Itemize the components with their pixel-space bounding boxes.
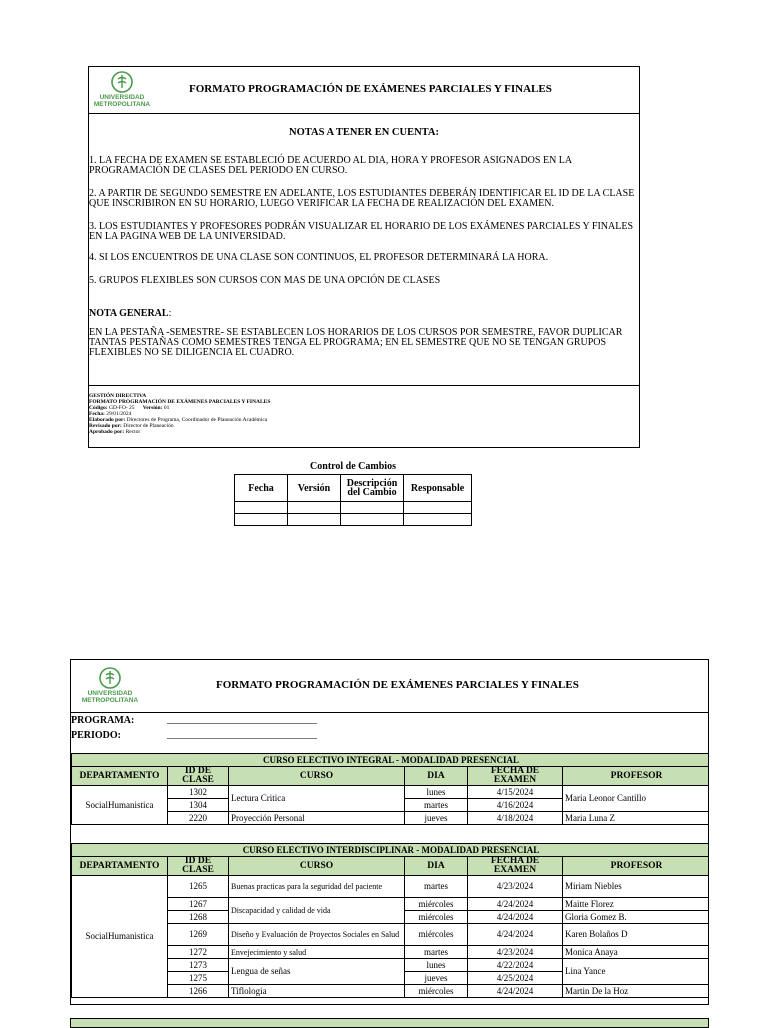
professor-cell: Maria Leonor Cantillo	[563, 786, 710, 812]
professor-cell: Gloria Gomez B.	[563, 911, 710, 924]
col-fecha-examen: FECHA DE EXAMEN	[468, 767, 563, 786]
id-cell: 1269	[168, 924, 229, 946]
cc-cell	[404, 514, 472, 526]
logo-emblem-icon	[110, 70, 134, 94]
department-cell: SocialHumanistica	[72, 786, 168, 825]
course-cell: Buenas practicas para la seguridad del paciente	[229, 876, 405, 898]
version-label: Versión:	[142, 405, 163, 411]
col-dia: DIA	[405, 857, 468, 876]
note-4-wrap	[89, 253, 639, 263]
professor-cell: Lina Yance	[563, 959, 710, 985]
day-cell: jueves	[405, 812, 468, 825]
table-row	[72, 876, 710, 898]
id-cell: 1266	[168, 985, 229, 998]
aprobado-value: Rector	[125, 429, 141, 435]
note-1: 1. LA FECHA DE EXAMEN SE ESTABLECIÓ DE ACUERDO AL DIA, HORA Y PROFESOR ASIGNADOS EN LA PROGRAMACIÓN DE CLASES DEL PERIODO EN CURSO.	[89, 155, 572, 176]
periodo-label: PERIODO:	[71, 730, 121, 741]
general-note-text-wrap	[89, 328, 639, 358]
professor-cell: Miriam Niebles	[563, 876, 710, 898]
course-cell: Lengua de señas	[229, 959, 405, 985]
footer-line-1: GESTIÓN DIRECTIVA	[89, 393, 147, 399]
cc-cell	[235, 502, 288, 514]
col-fecha-examen: FECHA DE EXAMEN	[468, 857, 563, 876]
id-cell: 2220	[168, 812, 229, 825]
elaborado-label: Elaborado por:	[89, 417, 126, 423]
fecha-label: Fecha:	[89, 411, 105, 417]
professor-cell: Karen Bolaños D	[563, 924, 710, 946]
id-cell: 1304	[168, 799, 229, 812]
cc-header-descripcion: Descripción del Cambio	[341, 475, 404, 502]
table-row	[72, 985, 710, 998]
col-departamento: DEPARTAMENTO	[72, 857, 168, 876]
schedule-header-row	[71, 660, 708, 713]
revisado-label: Revisado por:	[89, 423, 122, 429]
cc-cell	[404, 502, 472, 514]
col-dia: DIA	[405, 767, 468, 786]
course-cell: Tiflologia	[229, 985, 405, 998]
id-cell: 1268	[168, 911, 229, 924]
section-title-interdisciplinar: CURSO ELECTIVO INTERDISCIPLINAR - MODALIDAD PRESENCIAL	[72, 844, 710, 857]
note-1-wrap	[89, 156, 639, 176]
date-cell: 4/24/2024	[468, 924, 563, 946]
note-2-wrap	[89, 189, 639, 209]
elaborado-value: Directores de Programa, Coordinador de Planeación Académica	[126, 417, 268, 423]
general-note-heading: NOTA GENERAL	[89, 308, 169, 319]
codigo-label: Código:	[89, 405, 108, 411]
day-cell: miércoles	[405, 911, 468, 924]
table-row	[72, 786, 710, 799]
university-logo-2	[81, 666, 139, 704]
day-cell: lunes	[405, 959, 468, 972]
exam-schedule-sheet	[70, 659, 709, 1005]
date-cell: 4/16/2024	[468, 799, 563, 812]
id-cell: 1273	[168, 959, 229, 972]
university-logo	[93, 70, 151, 108]
revisado-value: Director de Planeación	[123, 423, 174, 429]
course-cell: Proyección Personal	[229, 812, 405, 825]
program-blanks	[167, 712, 317, 742]
date-cell: 4/15/2024	[468, 786, 563, 799]
table-row	[72, 946, 710, 959]
document-title: FORMATO PROGRAMACIÓN DE EXÁMENES PARCIALES Y FINALES	[189, 83, 552, 95]
professor-cell: Maria Luna Z	[563, 812, 710, 825]
footer-line-2: FORMATO PROGRAMACIÓN DE EXÁMENES PARCIALES Y FINALES	[89, 399, 271, 405]
schedule-title: FORMATO PROGRAMACIÓN DE EXÁMENES PARCIALES Y FINALES	[216, 679, 579, 691]
note-2: 2. A PARTIR DE SEGUNDO SEMESTRE EN ADELANTE, LOS ESTUDIANTES DEBERÁN IDENTIFICAR EL ID DE LA CLASE QUE INSCRIBIRON EN SU HORARIO, LUEGO VERIFICAR LA FECHA DE REALIZACIÓN DEL EXAMEN.	[89, 188, 635, 209]
table-row	[72, 898, 710, 911]
table-row	[72, 812, 710, 825]
general-note-wrap: NOTA GENERAL:	[89, 308, 172, 319]
table-row	[72, 959, 710, 972]
periodo-blank: ______________________________	[167, 729, 317, 740]
general-note-text: EN LA PESTAÑA -SEMESTRE- SE ESTABLECEN LOS HORARIOS DE LOS CURSOS POR SEMESTRE, FAVOR DUPLICAR TANTAS PESTAÑAS COMO SEMESTRES TENGA EL PROGRAMA; EN EL SEMESTRE QUE NO SE TENGAN GRUPOS FLEXIBLES NO SE DILIGENCIA EL CUADRO.	[89, 327, 623, 358]
cc-cell	[288, 502, 341, 514]
cc-cell	[235, 514, 288, 526]
id-cell: 1267	[168, 898, 229, 911]
fecha-value: 29/01/2024	[106, 411, 132, 417]
col-curso: CURSO	[229, 767, 405, 786]
id-cell: 1265	[168, 876, 229, 898]
cc-cell	[288, 514, 341, 526]
col-curso: CURSO	[229, 857, 405, 876]
id-cell: 1275	[168, 972, 229, 985]
date-cell: 4/18/2024	[468, 812, 563, 825]
footer-divider	[89, 385, 639, 386]
id-cell: 1272	[168, 946, 229, 959]
change-control-title: Control de Cambios	[310, 461, 396, 472]
day-cell: martes	[405, 876, 468, 898]
instructions-box	[88, 66, 640, 448]
logo-text-2: METROPOLITANA	[93, 101, 151, 108]
note-3-wrap	[89, 222, 639, 242]
programa-blank: ______________________________	[167, 714, 317, 725]
col-id-clase: ID DE CLASE	[168, 857, 229, 876]
day-cell: martes	[405, 799, 468, 812]
day-cell: jueves	[405, 972, 468, 985]
col-profesor: PROFESOR	[563, 857, 710, 876]
next-sheet-bar	[70, 1018, 709, 1028]
header-row	[89, 67, 639, 114]
section-title-integral: CURSO ELECTIVO INTEGRAL - MODALIDAD PRESENCIAL	[72, 754, 710, 767]
schedule-table	[71, 753, 709, 998]
logo-text-1: UNIVERSIDAD	[87, 690, 133, 697]
col-id-clase: ID DE CLASE	[168, 767, 229, 786]
notes-section	[89, 127, 639, 138]
note-3: 3. LOS ESTUDIANTES Y PROFESORES PODRÁN VISUALIZAR EL HORARIO DE LOS EXÁMENES PARCIALES Y FINALES EN LA PAGINA WEB DE LA UNIVERSIDAD.	[89, 221, 634, 242]
cc-header-responsable: Responsable	[404, 475, 472, 502]
day-cell: lunes	[405, 786, 468, 799]
professor-cell: Monica Anaya	[563, 946, 710, 959]
course-cell: Diseño y Evaluación de Proyectos Sociales en Salud	[229, 924, 405, 946]
note-4: 4. SI LOS ENCUENTROS DE UNA CLASE SON CONTINUOS, EL PROFESOR DETERMINARÁ LA HORA.	[89, 252, 549, 263]
department-cell: SocialHumanistica	[72, 876, 168, 998]
date-cell: 4/24/2024	[468, 898, 563, 911]
course-cell: Envejecimiento y salud	[229, 946, 405, 959]
programa-label: PROGRAMA:	[71, 715, 135, 726]
day-cell: miércoles	[405, 898, 468, 911]
day-cell: miércoles	[405, 985, 468, 998]
section-spacer	[72, 825, 710, 844]
version-value: 01	[163, 405, 170, 411]
table-row	[72, 924, 710, 946]
date-cell: 4/25/2024	[468, 972, 563, 985]
professor-cell: Maitte Florez	[563, 898, 710, 911]
logo-text-1: UNIVERSIDAD	[99, 94, 145, 101]
notes-heading: NOTAS A TENER EN CUENTA:	[289, 127, 439, 138]
codigo-value: GD-FO- 25	[109, 405, 135, 411]
id-cell: 1302	[168, 786, 229, 799]
cc-cell	[341, 514, 404, 526]
course-cell: Lectura Critica	[229, 786, 405, 812]
date-cell: 4/24/2024	[468, 985, 563, 998]
col-departamento: DEPARTAMENTO	[72, 767, 168, 786]
date-cell: 4/23/2024	[468, 876, 563, 898]
logo-emblem-icon	[98, 666, 122, 690]
logo-text-2: METROPOLITANA	[81, 697, 139, 704]
day-cell: miércoles	[405, 924, 468, 946]
note-5-wrap	[89, 276, 639, 286]
date-cell: 4/22/2024	[468, 959, 563, 972]
cc-header-fecha: Fecha	[235, 475, 288, 502]
note-5: 5. GRUPOS FLEXIBLES SON CURSOS CON MAS DE UNA OPCIÓN DE CLASES	[89, 275, 441, 286]
professor-cell: Martin De la Hoz	[563, 985, 710, 998]
col-profesor: PROFESOR	[563, 767, 710, 786]
course-cell: Discapacidad y calidad de vida	[229, 898, 405, 924]
cc-header-version: Versión	[288, 475, 341, 502]
aprobado-label: Aprobado por:	[89, 429, 125, 435]
day-cell: martes	[405, 946, 468, 959]
date-cell: 4/23/2024	[468, 946, 563, 959]
document-footer	[89, 393, 389, 435]
program-info	[71, 713, 134, 743]
date-cell: 4/24/2024	[468, 911, 563, 924]
change-control-table	[234, 474, 472, 526]
cc-cell	[341, 502, 404, 514]
